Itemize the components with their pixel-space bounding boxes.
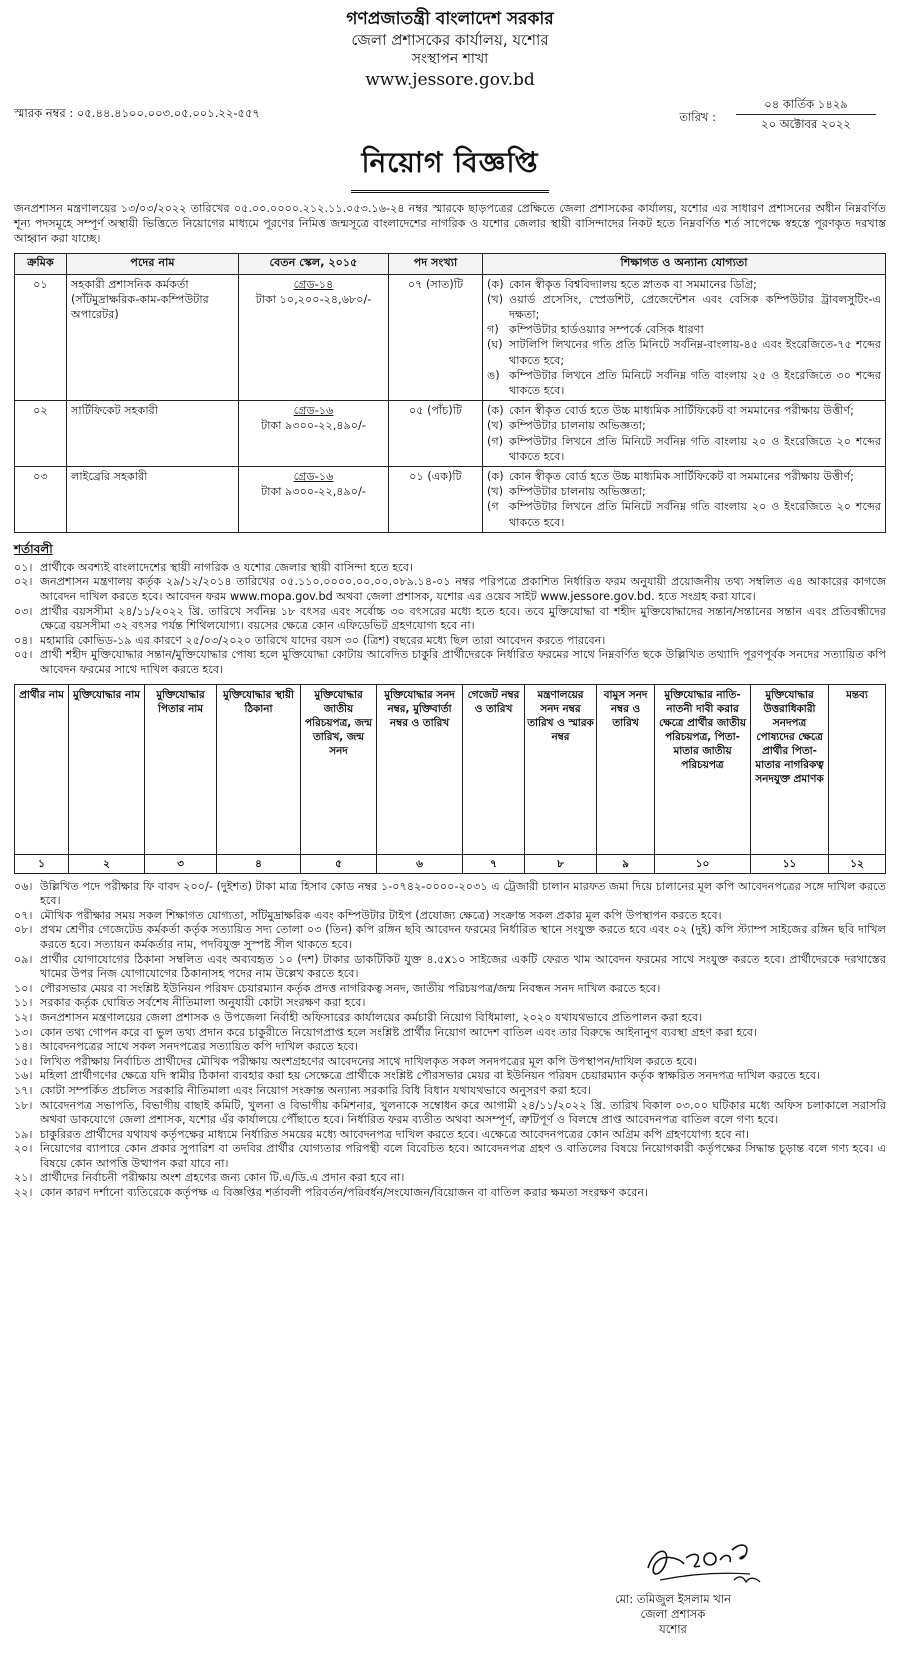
title-wrap (14, 141, 886, 193)
post-count: ০৫ (পাঁচ)টি (389, 401, 483, 467)
pay-grade: গ্রেড-১৪ (293, 277, 334, 291)
conditions-list-a (14, 561, 886, 678)
qualification-text: কম্পিউটার চালনায় অভিজ্ঞতা; (509, 485, 646, 499)
condition-text: পৌরসভার মেয়র বা সংশ্লিষ্ট ইউনিয়ন পরিষদ চেয়ারম্যান কর্তৃক প্রদত্ত নাগরিকত্ব সনদ, জাতীয় পরিচয়পত্র/জন্ম নিবন্ধন সনদ দাখিল করতে হবে। (40, 981, 661, 995)
letterhead (14, 8, 886, 91)
pay-amount: টাকা ৯৩০০-২২,৪৯০/- (261, 485, 366, 499)
condition-item (14, 605, 886, 634)
signatory-designation: জেলা প্রশাসক (640, 1607, 706, 1621)
condition-item (14, 1128, 886, 1143)
freedom-table-column-number: ২ (69, 854, 145, 873)
freedom-table-header-cell: মন্ত্রণালয়ের সনদ নম্বর তারিখ ও স্মারক নম্বর (525, 684, 597, 854)
qualification-item (487, 337, 881, 367)
condition-item (14, 923, 886, 952)
condition-item (14, 1026, 886, 1041)
freedom-table-header-cell: মুক্তিযোদ্ধার জাতীয় পরিচয়পত্র, জন্ম তারিখ, জন্ম সনদ (301, 684, 377, 854)
qualification-marker: (ক) (487, 404, 504, 418)
pay-amount: টাকা ১০,২০০-২৪,৬৮০/- (255, 292, 372, 306)
qualification-cell (483, 401, 886, 467)
freedom-table-header-cell: মুক্তিযোদ্ধার পিতার নাম (145, 684, 217, 854)
condition-text: মহামারি কোভিড-১৯ এর কারণে ২৫/০৩/২০২০ তারিখে যাদের বয়স ৩০ (ত্রিশ) বছরের মধ্যে ছিল তারা আবেদন করতে পারবেন। (40, 633, 606, 647)
pay-scale-cell (239, 274, 389, 401)
condition-item (14, 634, 886, 649)
post-serial: ০২ (15, 401, 67, 467)
condition-number: ১৬। (14, 1069, 33, 1083)
post-name: লাইব্রেরি সহকারী (67, 467, 239, 533)
qualification-text: কম্পিউটার চালনায় অভিজ্ঞতা; (509, 419, 646, 433)
conditions-title: শর্তাবলী (14, 541, 53, 556)
qualification-marker: (গ (487, 500, 499, 514)
condition-number: ১২। (14, 1010, 33, 1024)
condition-text: কোটা সম্পর্কিত প্রচলিত সরকারি নীতিমালা এবং নিয়োগ সংক্রান্ত অন্যান্য সরকারি বিধি বিধান যথাযথভাবে অনুসরণ করা হবে। (40, 1083, 592, 1097)
col-qualification: শিক্ষাগত ও অন্যান্য যোগ্যতা (483, 253, 886, 274)
condition-item (14, 880, 886, 909)
condition-number: ১১। (14, 996, 33, 1010)
website-link[interactable]: www.jessore.gov.bd (365, 70, 535, 90)
qualification-item (487, 277, 881, 292)
qualification-text: কোন স্বীকৃত বোর্ড হতে উচ্চ মাধ্যমিক সার্টিফিকেট বা সমমানের পরীক্ষায় উত্তীর্ণ; (509, 470, 854, 484)
qualification-text: কোন স্বীকৃত বোর্ড হতে উচ্চ মাধ্যমিক সার্টিফিকেট বা সমমানের পরীক্ষায় উত্তীর্ণ; (509, 404, 854, 418)
condition-text: উল্লিখিত পদে পরীক্ষার ফি বাবদ ২০০/- (দুইশত) টাকা মাত্র হিসাব কোড নম্বর ১-০৭৪২-০০০০-২০৩১ এ ট্রেজারী চালান মারফত জমা দিয়ে চালানের মূল কপি আবেদনপত্রের সঙ্গে দাখিল করতে হবে। (40, 879, 886, 908)
condition-number: ২০। (14, 1142, 33, 1156)
pay-scale-cell (239, 467, 389, 533)
qualification-text: কম্পিউটার লিখনে প্রতি মিনিটে সর্বনিম্ন গতি বাংলায় ২০ ও ইংরেজিতে ২০ শব্দের থাকতে হবে। (509, 500, 881, 529)
condition-item (14, 1040, 886, 1055)
freedom-table-header-cell: মুক্তিযোদ্ধার নাম (69, 684, 145, 854)
date-label: তারিখ : (679, 110, 716, 124)
col-serial: ক্রমিক (15, 253, 67, 274)
office-name: জেলা প্রশাসকের কার্যালয়, যশোর (351, 31, 549, 49)
freedom-table-number-row (15, 854, 886, 873)
condition-item (14, 982, 886, 997)
qualification-marker: (খ) (487, 419, 504, 433)
condition-text: প্রার্থীকে অবশ্যই বাংলাদেশের স্থায়ী নাগরিক ও যশোর জেলার স্থায়ী বাসিন্দা হতে হবে। (40, 560, 414, 574)
posts-body (15, 274, 886, 532)
freedom-table-column-number: ১২ (829, 854, 886, 873)
condition-number: ১৩। (14, 1025, 33, 1039)
condition-number: ২২। (14, 1186, 33, 1200)
condition-text: জনপ্রশাসন মন্ত্রণালয়ের জেলা প্রশাসক ও উপজেলা নির্বাহী অফিসারের কার্যালয়ের কর্মচারী নিয়োগ বিধিমালা, ২০২০ যথাযথভাবে প্রতিপালন করা হবে। (40, 1010, 703, 1024)
condition-number: ১৯। (14, 1127, 33, 1141)
condition-text: চাকুরিরত প্রার্থীদের যথাযথ কর্তৃপক্ষের মাধ্যমে নির্ধারিত সময়ের মধ্যে আবেদনপত্র দাখিল করতে হবে। এক্ষেত্রে আবেদনপত্রের কোন অগ্রিম কপি গ্রহণযোগ্য হবে না। (40, 1127, 750, 1141)
qualification-item (487, 368, 881, 398)
condition-item (14, 953, 886, 982)
condition-number: ০৩। (14, 604, 33, 618)
date-bangla: ০৪ কার্তিক ১৪২৯ (764, 97, 848, 111)
date-english: ২০ অক্টোবর ২০২২ (736, 114, 876, 134)
condition-text: মৌখিক পরীক্ষার সময় সকল শিক্ষাগত যোগ্যতা, সাঁটমুদ্রাক্ষরিক এবং কম্পিউটার টাইপ (প্রযোজ্য ক্ষেত্রে) সংক্রান্ত সকল প্রকার মূল কপি উপস্থাপন করতে হবে। (40, 908, 722, 922)
section-name: সংস্থাপন শাখা (411, 51, 489, 67)
post-name: সহকারী প্রশাসনিক কর্মকর্তা (সাঁটমুদ্রাক্ষরিক-কাম-কম্পিউটার অপারেটর) (67, 274, 239, 401)
freedom-table-header-cell: মুক্তিযোদ্ধার সনদ নম্বর, মুক্তিবার্তা নম্বর ও তারিখ (377, 684, 463, 854)
condition-number: ০৫। (14, 648, 33, 662)
condition-text: সরকার কর্তৃক ঘোষিত সর্বশেষ নীতিমালা অনুযায়ী কোটা সংরক্ষণ করা হবে। (40, 996, 366, 1010)
signatory-name: মো: তমিজুল ইসলাম খান (614, 1592, 731, 1606)
freedom-table-header-cell: মন্তব্য (829, 684, 886, 854)
condition-number: ০৭। (14, 908, 33, 922)
condition-number: ০৮। (14, 923, 33, 937)
government-name: গণপ্রজাতন্ত্রী বাংলাদেশ সরকার (346, 9, 554, 29)
condition-number: ০২। (14, 575, 33, 589)
freedom-fighter-table (14, 684, 886, 874)
condition-text: প্রার্থীর যোগাযোগের ঠিকানা সম্বলিত এবং অব্যবহৃত ১০ (দশ) টাকার ডাকটিকিট যুক্ত ৪.৫x১০ সাইজের একটি ফেরত খাম আবেদন ফরমের সাথে সংযুক্ত করতে হবে। প্রার্থীদেরকে দরখাস্তের খামের উপর নিজ যোগাযোগের ঠিকানাসহ পদের নাম উল্লেখ করতে হবে। (40, 952, 886, 981)
condition-text: প্রার্থীর বয়সসীমা ২৪/১১/২০২২ খ্রি. তারিখে সর্বনিম্ন ১৮ বৎসর এবং সর্বোচ্চ ৩০ বৎসরের মধ্যে হতে হবে। তবে মুক্তিযোদ্ধা বা শহীদ মুক্তিযোদ্ধাদের সন্তান/সন্তানের সন্তান এবং প্রতিবন্ধীদের ক্ষেত্রে বয়সসীমা ৩২ বৎসর পর্যন্ত শিথিলযোগ্য। বয়সের ক্ষেত্রে কোন এফিডেভিট গ্রহণযোগ্য হবে না। (40, 604, 886, 633)
qualification-item (487, 403, 881, 418)
condition-text: কোন কারণ দর্শানো ব্যতিরেকে কর্তৃপক্ষ এ বিজ্ঞপ্তির শর্তাবলী পরিবর্তন/পরিবর্ধন/সংযোজন/বিয়োজন বা বাতিল করার ক্ষমতা সংরক্ষণ করেন। (40, 1186, 649, 1200)
qualification-item (487, 322, 881, 337)
condition-number: ১৫। (14, 1054, 33, 1068)
condition-item (14, 1011, 886, 1026)
table-row (15, 467, 886, 533)
freedom-table-header-cell: মুক্তিযোদ্ধার উত্তরাধিকারী সনদপত্র পোষ্যদের ক্ষেত্রে প্রার্থীর পিতা-মাতার নাগরিকত্ব সনদযুক্ত প্রমাণক (751, 684, 829, 854)
freedom-table-header-cell: বামুস সনদ নম্বর ও তারিখ (597, 684, 655, 854)
condition-text: আবেদনপত্র সভাপতি, বিভাগীয় বাছাই কমিটি, খুলনা ও বিভাগীয় কমিশনার, খুলনাকে সম্বোধন করে আগামী ২৪/১১/২০২২ খ্রি. তারিখ বিকাল ০৩.০০ ঘটিকার মধ্যে অফিস চলাকালে সরাসরি অথবা ডাকযোগে জেলা প্রশাসক, যশোর এঁর কার্যালয়ে পৌঁছাতে হবে। নির্ধারিত ফরম ব্যতীত অথবা অসম্পূর্ণ, ত্রুটিপূর্ণ ও বিলম্বে প্রাপ্ত আবেদনপত্র বাতিল বলে গণ্য হবে। (40, 1098, 886, 1127)
qualification-marker: (খ) (487, 485, 504, 499)
condition-item (14, 1171, 886, 1186)
qualification-marker: (খ) (487, 292, 504, 306)
condition-number: ১৭। (14, 1083, 33, 1097)
signatory-block (598, 1592, 748, 1637)
qualification-item (487, 499, 881, 529)
post-serial: ০৩ (15, 467, 67, 533)
post-count: ০১ (এক)টি (389, 467, 483, 533)
condition-text: জনপ্রশাসন মন্ত্রণালয় কর্তৃক ২৯/১২/২০১৪ তারিখের ০৫.১১০.০০০০.০০.০০.০৮৯.১৪-০১ নম্বর পরিপত্রে প্রকাশিত নির্ধারিত ফরম অনুযায়ী প্রয়োজনীয় তথ্য সম্বলিত এ৪ আকারের কাগজে আবেদন দাখিল করতে হবে। আবেদন ফরম www.mopa.gov.bd অথবা জেলা প্রশাসক, যশোর এর ওয়েব সাইট www.jessore.gov.bd. হতে সংগ্রহ করা যাবে। (40, 575, 886, 604)
qualification-cell (483, 467, 886, 533)
memo-row (14, 95, 886, 139)
signatory-place: যশোর (659, 1622, 687, 1636)
condition-item (14, 561, 886, 576)
condition-number: ১০। (14, 981, 33, 995)
col-post-name: পদের নাম (67, 253, 239, 274)
condition-number: ১৪। (14, 1040, 33, 1054)
qualification-marker: (ঘ) (487, 338, 503, 352)
qualification-text: কম্পিউটার লিখনে প্রতি মিনিটে সর্বনিম্ন গতি বাংলায় ২০ ও ইংরেজিতে ২০ শব্দের থাকতে হবে। (509, 434, 881, 463)
freedom-table-column-number: ৯ (597, 854, 655, 873)
condition-text: প্রার্থী শহীদ মুক্তিযোদ্ধার সন্তান/মুক্তিযোদ্ধার পোষ্য হলে মুক্তিযোদ্ধা কোটায় আবেদিত চাকুরি প্রার্থীদেরকে নির্ধারিত ফরমের সাথে নিম্নবর্ণিত ছকে উল্লিখিত তথ্যাদি পূরণপূর্বক সনদের সত্যায়িত কপি আবেদন ফরমের সাথে দাখিল করতে হবে। (40, 648, 886, 677)
freedom-table-column-number: ৪ (217, 854, 301, 873)
freedom-table-header-cell: প্রার্থীর নাম (15, 684, 69, 854)
condition-item (14, 1055, 886, 1070)
qualification-text: কম্পিউটার হার্ডওয়্যার সম্পর্কে বেসিক ধারণা (509, 323, 704, 337)
pay-scale-cell (239, 401, 389, 467)
post-name: সার্টিফিকেট সহকারী (67, 401, 239, 467)
freedom-table-column-number: ৭ (463, 854, 525, 873)
freedom-table-column-number: ১০ (655, 854, 751, 873)
condition-text: আবেদনপত্রের সাথে সকল সনদপত্রের সত্যায়িত কপি দাখিল করতে হবে। (40, 1040, 359, 1054)
pay-amount: টাকা ৯৩০০-২২,৪৯০/- (261, 419, 366, 433)
freedom-table-header-cell: গেজেট নম্বর ও তারিখ (463, 684, 525, 854)
freedom-table-column-number: ৫ (301, 854, 377, 873)
condition-item (14, 909, 886, 924)
condition-text: নিয়োগের ব্যাপারে কোন প্রকার সুপারিশ বা তদবির প্রার্থীর যোগ্যতার পরিপন্থী বলে বিবেচিত হবে। আবেদনপত্র গ্রহণ ও বাতিলের বিষয়ে নিয়োগকারী কর্তৃপক্ষের সিদ্ধান্ত চূড়ান্ত বলে গণ্য হবে। এ বিষয়ে কোন আপত্তি উত্থাপন করা যাবে না। (40, 1142, 886, 1170)
freedom-table-column-number: ১ (15, 854, 69, 873)
memo-number: স্মারক নম্বর : ০৫.৪৪.৪১০০.০০৩.০৫.০০১.২২-৫৫৭ (14, 106, 260, 120)
freedom-table-column-number: ৮ (525, 854, 597, 873)
condition-text: লিখিত পরীক্ষায় নির্বাচিত প্রার্থীদের মৌখিক পরীক্ষায় অংশগ্রহণের আবেদনের সাথে দাখিলকৃত সকল সনদপত্রের মূল কপি উপস্থাপন/দাখিল করতে হবে। (40, 1054, 697, 1068)
qualification-cell (483, 274, 886, 401)
condition-text: মহিলা প্রার্থীগণের ক্ষেত্রে যদি স্বামীর ঠিকানা ব্যবহার করা হয় সেক্ষেত্রে প্রার্থীকে সংশ্লিষ্ট পৌরসভার মেয়র বা ইউনিয়ন পরিষদ চেয়ারম্যান কর্তৃক স্বাক্ষরিত সনদপত্র দাখিল করতে হবে। (40, 1069, 821, 1083)
qualification-item (487, 418, 881, 433)
condition-number: ২১। (14, 1171, 33, 1185)
condition-item (14, 1099, 886, 1128)
pay-grade: গ্রেড-১৬ (293, 470, 334, 484)
condition-item (14, 575, 886, 604)
post-count: ০৭ (সাত)টি (389, 274, 483, 401)
condition-item (14, 1069, 886, 1084)
qualification-item (487, 292, 881, 322)
qualification-item (487, 469, 881, 484)
intro-paragraph: জনপ্রশাসন মন্ত্রণালয়ের ১৩/০৩/২০২২ তারিখের ০৫.০০.০০০০.২১২.১১.০৫৩.১৬-২৪ নম্বর স্মারকে ছাড়পত্রের প্রেক্ষিতে জেলা প্রশাসকের কার্যালয়, যশোর এর সাধারণ প্রশাসনের অধীন নিম্নবর্ণিত শূন্য পদসমূহে সম্পূর্ণ অস্থায়ী ভিত্তিতে নিয়োগের মাধ্যমে পূরণের নিমিত্ত জন্মসূত্রে বাংলাদেশের নাগরিক ও যশোর জেলার স্থায়ী বাসিন্দাদের নিকট হতে নিম্নবর্ণিত শর্ত সাপেক্ষে স্বহস্তে পূরণকৃত দরখাস্ত আহ্বান করা যাচ্ছে। (14, 202, 886, 246)
freedom-table-header-cell: মুক্তিযোদ্ধার স্থায়ী ঠিকানা (217, 684, 301, 854)
condition-text: প্রথম শ্রেণীর গেজেটেড কর্মকর্তা কর্তৃক সত্যায়িত সদ্য তোলা ০৩ (তিন) কপি রঙ্গিন ছবি আবেদন ফরমের নির্ধারিত স্থানে সংযুক্ত করতে হবে এবং ০২ (দুই) কপি স্ট্যাম্প সাইজের রঙ্গিন ছবি দাখিল করতে হবে। সত্যায়ন কর্মকর্তার নাম, পদবিযুক্ত সুস্পষ্ট সীল থাকতে হবে। (40, 923, 886, 951)
condition-number: ০৪। (14, 633, 33, 647)
conditions-list-b (14, 880, 886, 1201)
freedom-table-column-number: ৬ (377, 854, 463, 873)
posts-table (14, 253, 886, 533)
pay-grade: গ্রেড-১৬ (293, 404, 334, 418)
freedom-table-header-cell: মুক্তিযোদ্ধার নাতি-নাতনী দাবী করার ক্ষেত্রে প্রার্থীর জাতীয় পরিচয়পত্র, পিতা-মাতার জাতীয় পরিচয়পত্র (655, 684, 751, 854)
freedom-table-header-row (15, 684, 886, 854)
qualification-marker: (ক) (487, 277, 504, 291)
condition-number: ০৬। (14, 879, 33, 893)
post-serial: ০১ (15, 274, 67, 401)
condition-number: ০১। (14, 560, 33, 574)
condition-number: ১৮। (14, 1098, 33, 1112)
qualification-marker: (ক) (487, 470, 504, 484)
freedom-table-column-number: ১১ (751, 854, 829, 873)
col-post-count: পদ সংখ্যা (389, 253, 483, 274)
condition-text: প্রার্থীদের নির্বাচনী পরীক্ষায় অংশ গ্রহণের জন্য কোন টি.এ/ডি.এ প্রদান করা হবে না। (40, 1171, 405, 1185)
qualification-text: সাটলিপি লিখনের গতি প্রতি মিনিটে সর্বনিম্ন-বাংলায়-৪৫ এবং ইংরেজিতে-৭৫ শব্দের থাকতে হবে; (509, 338, 881, 367)
condition-text: কোন তথ্য গোপন করে বা ভুল তথ্য প্রদান করে চাকুরীতে নিয়োগপ্রাপ্ত হলে সংশ্লিষ্ট প্রার্থীর নিয়োগ আদেশ বাতিল এবং তার বিরুদ্ধে আইনানুগ ব্যবস্থা গ্রহণ করা হবে। (40, 1025, 758, 1039)
notice-title: নিয়োগ বিজ্ঞপ্তি (351, 141, 548, 193)
qualification-marker: (গ) (487, 434, 504, 448)
condition-item (14, 1142, 886, 1171)
condition-number: ০৯। (14, 952, 33, 966)
qualification-text: কম্পিউটার লিখনে প্রতি মিনিটে সর্বনিম্ন গতি বাংলায় ২৫ ও ইংরেজিতে ৩০ শব্দের থাকতে হবে। (509, 368, 881, 398)
posts-header-row (15, 253, 886, 274)
condition-item (14, 996, 886, 1011)
qualification-marker: গ) (487, 323, 499, 337)
table-row (15, 401, 886, 467)
qualification-item (487, 484, 881, 499)
condition-item (14, 1084, 886, 1099)
condition-item (14, 1186, 886, 1201)
qualification-text: কোন স্বীকৃত বিশ্ববিদ্যালয় হতে স্নাতক বা সমমানের ডিগ্রি; (509, 277, 757, 291)
col-pay-scale: বেতন স্কেল, ২০১৫ (239, 253, 389, 274)
date-box (736, 95, 876, 134)
qualification-item (487, 434, 881, 464)
table-row (15, 274, 886, 401)
condition-item (14, 648, 886, 677)
freedom-table-column-number: ৩ (145, 854, 217, 873)
signature-image (640, 1528, 770, 1592)
qualification-text: ওয়ার্ড প্রসেসিং, স্প্রেডশিট, প্রেজেন্টেশন এবং বেসিক কম্পিউটার ট্রাবলসুটিং-এ দক্ষতা; (509, 292, 881, 322)
qualification-marker: ঙ) (487, 368, 500, 382)
